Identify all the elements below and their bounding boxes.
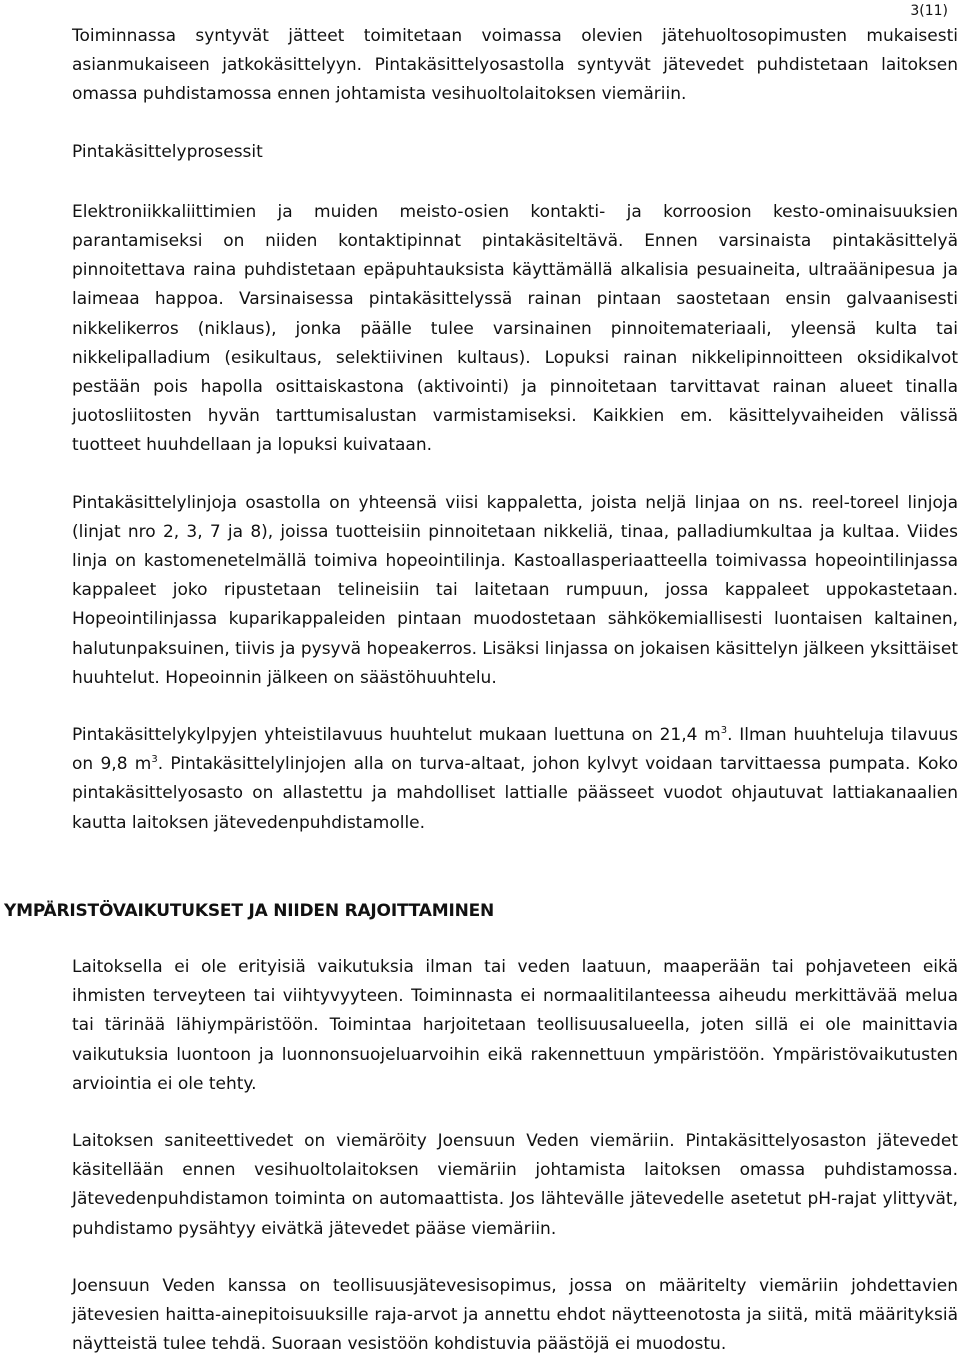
superscript-3: 3 xyxy=(151,754,158,766)
volume-text-part2: . Ilman huuhteluja tilavuus on 9,8 m xyxy=(72,725,959,775)
page-number: 3(11) xyxy=(910,3,948,19)
superscript-3: 3 xyxy=(720,725,728,737)
section-heading: YMPÄRISTÖVAIKUTUKSET JA NIIDEN RAJOITTAMINEN xyxy=(4,901,495,921)
volume-text-part1: Pintakäsittelykylpyjen yhteistilavuus huuhtelut mukaan luettuna on 21,4 m xyxy=(72,725,721,746)
paragraph-waste: Toiminnassa syntyvät jätteet toimitetaan voimassa olevien jätehuoltosopimusten mukaisesti asianmukaiseen jatkokäsittelyyn. Pintakäsittelyosastolla syntyvät jätevedet puhdistetaan laitoksen omassa puhdistamossa ennen johtamista vesihuoltolaitoksen viemäriin. xyxy=(72,26,958,105)
paragraph-process-description: Elektroniikkaliittimien ja muiden meisto-osien kontakti- ja korroosion kesto-ominaisuuksien parantamiseksi on niiden kontaktipinnat pintakäsiteltävä. Ennen varsinaista pintakäsittelyä pinnoitettava raina puhdistetaan epäpuhtauksista käyttämällä alkalisia pesuaineita, ultraäänipesua ja laimeaa happoa. Varsinaisessa pintakäsittelyssä rainan pintaan saostetaan ensin galvaanisesti nikkelikerros (niklaus), jonka päälle tulee varsinainen pinnoitemateriaali, yleensä kulta tai nikkelipalladium (esikultaus, selektiivinen kultaus). Lopuksi rainan nikkelipinnoitteen oksidikalvot pestään pois hapolla osittaiskastona (aktivointi) ja pinnoitetaan tarvittavat rainan alueet tinalla juotosliitosten hyvän tarttumisalustan varmistamiseksi. Kaikkien em. käsittelyvaiheiden välissä tuotteet huuhdellaan ja lopuksi kuivataan. xyxy=(72,201,958,456)
section-process xyxy=(72,22,958,838)
paragraph-agreement: Joensuun Veden kanssa on teollisuusjätevesisopimus, jossa on määritelty viemäriin johdettavien jätevesien haitta-ainepitoisuuksille raja-arvot ja annettu ehdot näytteenotosta ja siitä, mitä määrityksiä näytteistä tulee tehdä. Suoraan vesistöön kohdistuvia päästöjä ei muodostu. xyxy=(72,1275,958,1355)
section-environment xyxy=(72,953,958,1359)
paragraph-environmental-effects: Laitoksella ei ole erityisiä vaikutuksia ilman tai veden laatuun, maaperään tai pohjaveteen eikä ihmisten terveyteen tai viihtyvyyteen. Toiminnasta ei normaalitilanteessa aiheudu merkittävää melua tai tärinää lähiympäristöön. Toimintaa harjoitetaan teollisuusalueella, joten sillä ei ole mainittavia vaikutuksia luontoon ja luonnonsuojeluarvoihin eikä rakennettuun ympäristöön. Ympäristövaikutusten arviointia ei ole tehty. xyxy=(72,957,958,1094)
volume-text-part3: . Pintakäsittelylinjojen alla on turva-altaat, johon kylvyt voidaan tarvittaessa pumpata. Koko pintakäsittelyosasto on allastettu ja mahdolliset lattialle päässeet vuodot ohjautuvat lattiakanaalien kautta laitoksen jätevedenpuhdistamolle. xyxy=(72,754,958,833)
subheading-processes: Pintakäsittelyprosessit xyxy=(72,141,263,162)
paragraph-lines: Pintakäsittelylinjoja osastolla on yhteensä viisi kappaletta, joista neljä linjaa on ns. reel-toreel linjoja (linjat nro 2, 3, 7 ja 8), joissa tuotteisiin pinnoitetaan nikkeliä, tinaa, palladiumkultaa ja kultaa. Viides linja on kastomenetelmällä toimiva hopeointilinja. Kastoallasperiaatteella toimivassa hopeointilinjassa kappaleet joko ripustetaan telineisiin tai laitetaan rumpuun, jossa kappaleet uppokastetaan. Hopeointilinjassa kuparikappaleiden pintaan muodostetaan sähkökemiallisesti luontaisen kaltainen, halutunpaksuinen, tiivis ja pysyvä hopeakerros. Lisäksi linjassa on jokaisen käsittelyn jälkeen yksittäiset huuhtelut. Hopeoinnin jälkeen on säästöhuuhtelu. xyxy=(72,492,958,688)
paragraph-volume xyxy=(72,721,958,838)
paragraph-wastewater: Laitoksen saniteettivedet on viemäröity Joensuun Veden viemäriin. Pintakäsittelyosaston jätevedet käsitellään ennen vesihuoltolaitoksen viemäriin johtamista laitoksen omassa puhdistamossa. Jätevedenpuhdistamon toiminta on automaattista. Jos lähtevälle jätevedelle asetetut pH-rajat ylittyvät, puhdistamo pysähtyy eivätkä jätevedet pääse viemäriin. xyxy=(72,1131,958,1239)
